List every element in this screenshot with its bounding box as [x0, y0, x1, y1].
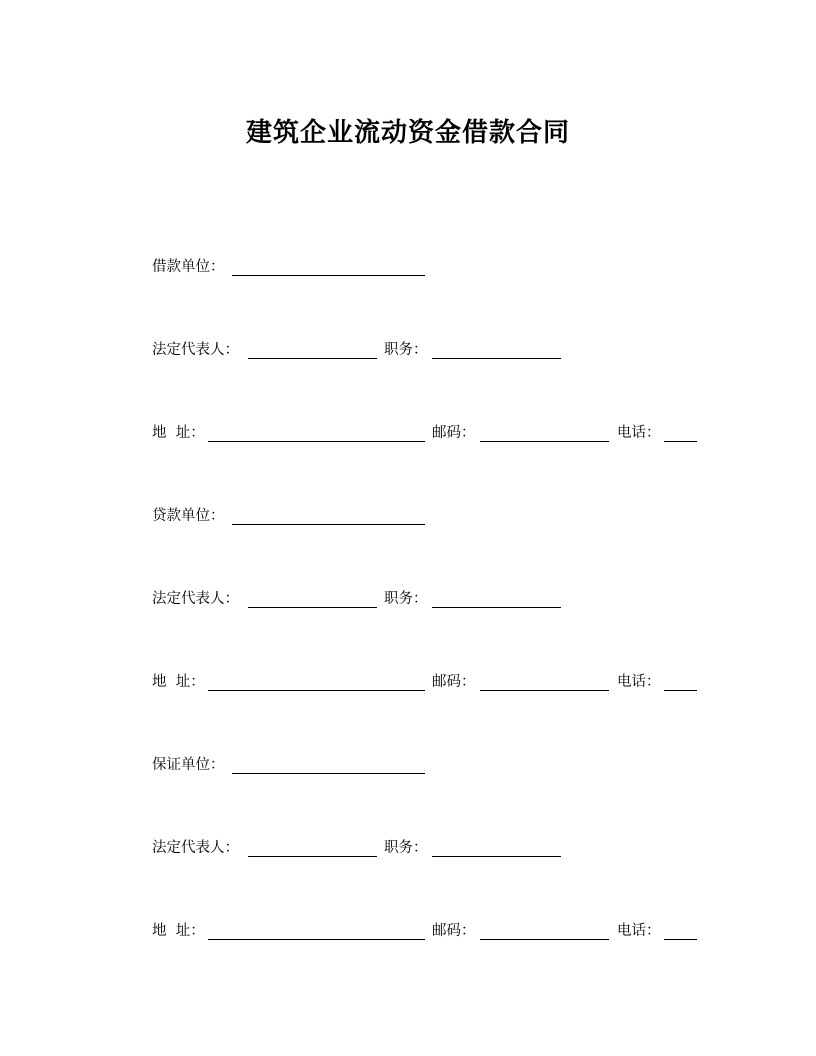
borrower-postcode-label: 邮码： [432, 425, 476, 441]
borrower-phone-label: 电话： [617, 425, 661, 441]
lender-postcode-label: 邮码： [432, 674, 476, 690]
guarantor-postcode-label: 邮码： [432, 923, 476, 939]
lender-unit-label: 贷款单位： [152, 508, 225, 524]
guarantor-position-label: 职务： [384, 840, 428, 856]
guarantor-address-row [152, 920, 712, 942]
borrower-rep-label: 法定代表人： [152, 342, 239, 358]
lender-unit-row [152, 505, 712, 527]
guarantor-rep-label: 法定代表人： [152, 840, 239, 856]
guarantor-address-label: 地 址： [152, 923, 205, 939]
borrower-unit-field[interactable] [232, 275, 425, 276]
lender-address-field[interactable] [208, 690, 425, 691]
lender-postcode-field[interactable] [480, 690, 609, 691]
guarantor-rep-row [152, 837, 712, 859]
guarantor-position-field[interactable] [432, 856, 561, 857]
guarantor-postcode-field[interactable] [480, 939, 609, 940]
borrower-position-field[interactable] [432, 358, 561, 359]
guarantor-unit-label: 保证单位： [152, 757, 225, 773]
lender-position-label: 职务： [384, 591, 428, 607]
borrower-rep-row [152, 339, 712, 361]
lender-address-row [152, 671, 712, 693]
guarantor-unit-row [152, 754, 712, 776]
lender-position-field[interactable] [432, 607, 561, 608]
lender-phone-label: 电话： [617, 674, 661, 690]
lender-phone-field[interactable] [664, 690, 697, 691]
guarantor-phone-label: 电话： [617, 923, 661, 939]
guarantor-rep-field[interactable] [248, 856, 377, 857]
lender-unit-field[interactable] [232, 524, 425, 525]
guarantor-address-field[interactable] [208, 939, 425, 940]
borrower-position-label: 职务： [384, 342, 428, 358]
guarantor-phone-field[interactable] [664, 939, 697, 940]
borrower-unit-row [152, 256, 712, 278]
lender-rep-row [152, 588, 712, 610]
borrower-postcode-field[interactable] [480, 441, 609, 442]
document-title: 建筑企业流动资金借款合同 [245, 118, 570, 149]
borrower-unit-label: 借款单位： [152, 259, 225, 275]
borrower-rep-field[interactable] [248, 358, 377, 359]
borrower-address-field[interactable] [208, 441, 425, 442]
borrower-address-row [152, 422, 712, 444]
lender-rep-field[interactable] [248, 607, 377, 608]
borrower-phone-field[interactable] [664, 441, 697, 442]
borrower-address-label: 地 址： [152, 425, 205, 441]
guarantor-unit-field[interactable] [232, 773, 425, 774]
lender-address-label: 地 址： [152, 674, 205, 690]
lender-rep-label: 法定代表人： [152, 591, 239, 607]
